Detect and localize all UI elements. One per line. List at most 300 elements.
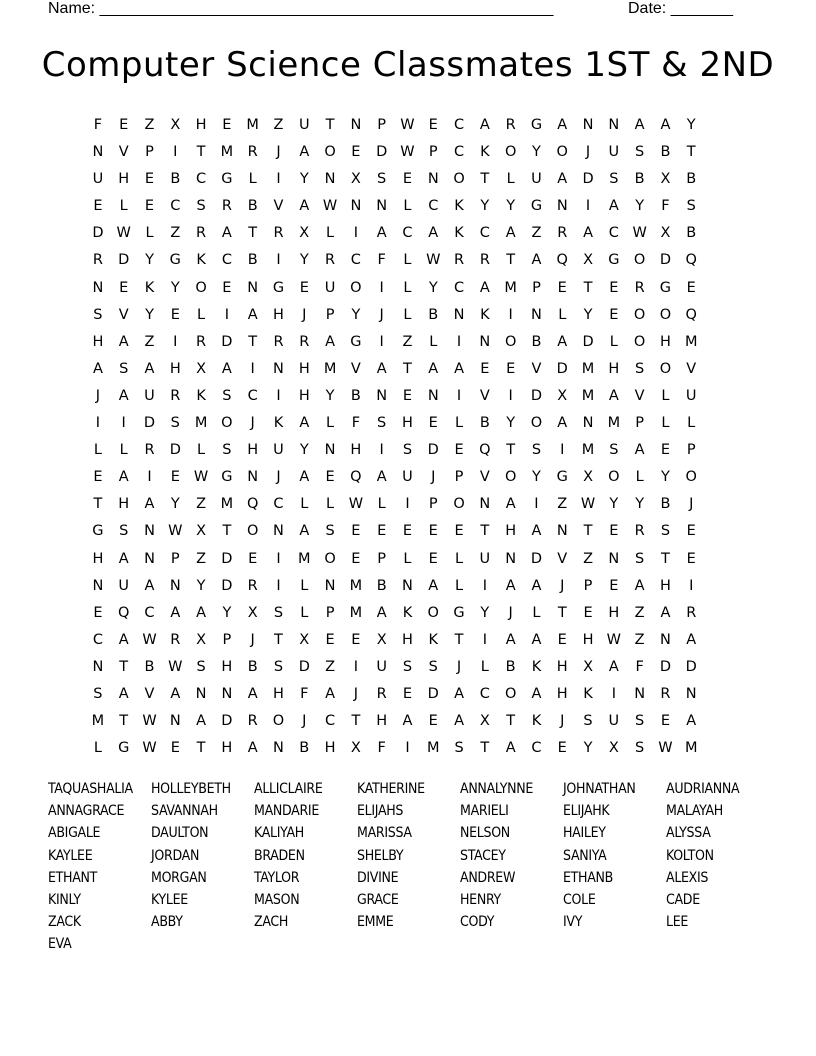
- word-list-item: DAULTON: [151, 825, 209, 842]
- grid-letter: C: [531, 740, 542, 757]
- grid-letter: E: [428, 713, 438, 730]
- grid-letter: P: [428, 496, 438, 513]
- grid-letter: V: [118, 306, 129, 323]
- grid-letter: V: [557, 550, 568, 567]
- grid-letter: O: [633, 333, 646, 350]
- grid-letter: O: [453, 496, 465, 513]
- grid-letter: A: [428, 577, 439, 594]
- grid-letter: S: [119, 523, 129, 540]
- grid-letter: I: [95, 415, 101, 432]
- grid-letter: E: [170, 740, 180, 757]
- grid-letter: Q: [685, 252, 697, 269]
- grid-row: [85, 658, 704, 685]
- grid-letter: L: [248, 171, 257, 188]
- grid-letter: P: [532, 279, 541, 296]
- grid-letter: E: [351, 523, 361, 540]
- grid-letter: E: [144, 198, 155, 215]
- grid-letter: O: [685, 469, 697, 486]
- grid-letter: E: [119, 117, 129, 133]
- grid-letter: N: [556, 198, 568, 215]
- grid-letter: L: [403, 252, 412, 269]
- grid-letter: A: [247, 740, 258, 757]
- word-list-item: EMME: [357, 914, 394, 931]
- grid-letter: T: [506, 442, 516, 459]
- grid-letter: L: [326, 496, 335, 513]
- grid-letter: E: [351, 550, 361, 567]
- grid-letter: N: [427, 171, 439, 188]
- word-list-item: KALIYAH: [254, 825, 304, 842]
- grid-letter: C: [170, 198, 181, 215]
- grid-letter: E: [428, 523, 438, 540]
- grid-letter: I: [250, 360, 255, 377]
- grid-letter: Z: [196, 496, 207, 513]
- grid-letter: M: [91, 713, 105, 730]
- grid-letter: D: [143, 415, 156, 432]
- grid-letter: A: [118, 685, 129, 702]
- word-search-grid: [85, 116, 704, 766]
- grid-letter: Y: [325, 387, 335, 404]
- grid-row: [85, 251, 704, 278]
- grid-letter: A: [118, 550, 129, 567]
- grid-letter: Z: [273, 117, 284, 133]
- grid-letter: L: [455, 550, 464, 567]
- grid-letter: I: [560, 442, 565, 459]
- grid-letter: K: [428, 631, 439, 648]
- grid-letter: P: [583, 577, 593, 594]
- word-list-item: SHELBY: [357, 847, 404, 864]
- grid-letter: H: [608, 604, 620, 621]
- grid-letter: O: [324, 550, 336, 567]
- grid-letter: V: [144, 685, 155, 702]
- grid-letter: E: [609, 577, 619, 594]
- grid-letter: S: [170, 415, 180, 432]
- grid-letter: Q: [246, 496, 259, 513]
- page-title: Computer Science Classmates 1ST & 2ND: [41, 45, 775, 85]
- grid-letter: V: [634, 387, 645, 404]
- grid-letter: S: [222, 442, 232, 459]
- grid-row: [85, 360, 704, 387]
- grid-row: [85, 333, 704, 360]
- grid-letter: C: [453, 279, 465, 296]
- grid-letter: G: [659, 279, 672, 296]
- grid-letter: T: [480, 740, 490, 757]
- date-field: Date: _______: [628, 0, 733, 17]
- grid-letter: H: [505, 523, 517, 540]
- grid-letter: D: [92, 225, 104, 242]
- grid-letter: T: [480, 171, 490, 188]
- grid-letter: N: [427, 387, 439, 404]
- word-list-item: KINLY: [48, 891, 81, 908]
- grid-letter: K: [583, 685, 593, 702]
- grid-row: [85, 197, 704, 224]
- grid-letter: Y: [583, 306, 593, 323]
- grid-letter: A: [144, 360, 155, 377]
- grid-letter: Y: [532, 469, 541, 486]
- grid-letter: X: [608, 740, 619, 757]
- grid-letter: X: [583, 469, 593, 486]
- word-list-item: GRACE: [357, 891, 399, 908]
- grid-letter: E: [351, 144, 361, 161]
- word-list-item: MANDARIE: [254, 803, 319, 820]
- grid-letter: L: [609, 333, 618, 350]
- grid-letter: N: [479, 333, 491, 350]
- grid-letter: Q: [556, 252, 568, 269]
- grid-letter: W: [142, 631, 157, 648]
- grid-letter: N: [608, 117, 620, 133]
- grid-letter: D: [427, 685, 439, 702]
- grid-letter: Z: [144, 117, 155, 133]
- grid-letter: A: [118, 333, 129, 350]
- grid-letter: K: [402, 604, 413, 621]
- grid-letter: C: [453, 117, 465, 133]
- grid-letter: Y: [299, 442, 309, 459]
- grid-letter: D: [530, 387, 543, 404]
- grid-letter: D: [659, 252, 672, 269]
- word-list-item: TAYLOR: [254, 869, 300, 886]
- grid-letter: C: [325, 713, 336, 730]
- grid-letter: I: [276, 252, 281, 269]
- grid-letter: A: [247, 306, 258, 323]
- grid-letter: O: [633, 306, 646, 323]
- grid-letter: R: [196, 333, 207, 350]
- grid-letter: N: [144, 550, 155, 567]
- grid-letter: K: [273, 415, 284, 432]
- grid-letter: H: [195, 117, 207, 133]
- word-list-item: ANDREW: [460, 869, 516, 886]
- grid-letter: Z: [634, 631, 645, 648]
- grid-letter: I: [276, 550, 281, 567]
- grid-row: [85, 739, 704, 766]
- grid-letter: B: [170, 171, 181, 188]
- grid-letter: P: [428, 144, 438, 161]
- header: [48, 0, 748, 20]
- grid-letter: E: [428, 117, 438, 133]
- grid-letter: K: [454, 225, 464, 242]
- grid-letter: Y: [480, 604, 490, 621]
- grid-letter: H: [402, 631, 413, 648]
- grid-letter: L: [300, 604, 309, 621]
- name-field: Name: ___________________________________________________: [48, 0, 554, 17]
- grid-letter: D: [221, 333, 233, 350]
- grid-letter: A: [531, 523, 542, 540]
- grid-letter: Z: [531, 225, 542, 242]
- grid-letter: L: [455, 415, 464, 432]
- grid-letter: J: [276, 144, 281, 161]
- grid-letter: U: [608, 144, 620, 161]
- word-list-item: ELIJAHK: [563, 803, 610, 820]
- grid-letter: H: [608, 360, 620, 377]
- grid-row: [85, 224, 704, 251]
- grid-letter: J: [560, 577, 565, 594]
- word-list-item: MORGAN: [151, 869, 207, 886]
- grid-letter: S: [428, 658, 438, 675]
- grid-letter: A: [660, 117, 671, 133]
- grid-letter: P: [170, 550, 180, 567]
- grid-letter: R: [170, 631, 181, 648]
- grid-letter: J: [689, 496, 694, 513]
- grid-letter: A: [144, 496, 155, 513]
- grid-letter: N: [195, 685, 207, 702]
- grid-letter: R: [376, 685, 387, 702]
- grid-letter: A: [376, 469, 387, 486]
- grid-letter: D: [221, 577, 233, 594]
- word-list-item: TAQUASHALIA: [48, 781, 133, 797]
- grid-letter: A: [608, 387, 619, 404]
- grid-letter: Z: [634, 604, 645, 621]
- grid-row: [85, 170, 704, 197]
- grid-letter: N: [273, 360, 284, 377]
- grid-letter: E: [402, 171, 413, 188]
- grid-letter: E: [351, 631, 361, 648]
- grid-letter: I: [534, 496, 539, 513]
- grid-letter: E: [428, 415, 438, 432]
- grid-letter: J: [302, 713, 307, 730]
- grid-letter: O: [453, 171, 465, 188]
- grid-letter: E: [299, 279, 309, 296]
- word-list-item: ZACH: [254, 914, 289, 931]
- grid-letter: R: [273, 333, 284, 350]
- grid-letter: N: [92, 658, 104, 675]
- grid-letter: S: [273, 658, 284, 675]
- grid-letter: A: [557, 333, 568, 350]
- grid-letter: A: [505, 496, 516, 513]
- grid-letter: M: [581, 387, 595, 404]
- grid-letter: A: [428, 225, 439, 242]
- grid-letter: H: [273, 306, 284, 323]
- grid-letter: N: [660, 631, 671, 648]
- grid-letter: A: [531, 252, 542, 269]
- grid-letter: Y: [351, 306, 361, 323]
- grid-letter: T: [506, 252, 516, 269]
- grid-letter: L: [403, 198, 412, 215]
- grid-letter: O: [350, 279, 362, 296]
- grid-letter: T: [583, 523, 593, 540]
- grid-letter: B: [686, 225, 697, 242]
- grid-letter: G: [92, 523, 104, 540]
- grid-letter: I: [173, 144, 178, 161]
- grid-letter: L: [300, 496, 309, 513]
- grid-letter: R: [557, 225, 568, 242]
- word-list-item: AUDRIANNA: [666, 781, 740, 797]
- grid-letter: O: [504, 685, 517, 702]
- grid-letter: X: [479, 713, 490, 730]
- grid-letter: X: [583, 658, 593, 675]
- grid-letter: Y: [686, 117, 696, 133]
- grid-letter: S: [454, 740, 464, 757]
- grid-letter: L: [403, 550, 412, 567]
- grid-letter: I: [456, 333, 462, 350]
- grid-letter: P: [377, 550, 387, 567]
- grid-letter: N: [247, 469, 259, 486]
- grid-letter: E: [402, 387, 413, 404]
- grid-letter: W: [168, 523, 183, 540]
- grid-letter: I: [224, 306, 230, 323]
- grid-letter: R: [247, 577, 258, 594]
- grid-letter: B: [247, 198, 258, 215]
- grid-letter: H: [118, 171, 130, 188]
- grid-letter: A: [660, 604, 671, 621]
- grid-letter: R: [273, 225, 284, 242]
- grid-letter: M: [194, 415, 208, 432]
- grid-letter: I: [276, 577, 281, 594]
- grid-row: [85, 631, 704, 658]
- grid-letter: N: [505, 550, 517, 567]
- grid-letter: A: [505, 740, 516, 757]
- grid-letter: N: [634, 685, 646, 702]
- grid-letter: G: [118, 740, 130, 757]
- grid-letter: L: [661, 387, 670, 404]
- grid-letter: I: [482, 631, 487, 648]
- grid-letter: O: [659, 306, 672, 323]
- grid-letter: E: [325, 469, 335, 486]
- word-list-item: KATHERINE: [357, 781, 425, 797]
- grid-letter: P: [635, 415, 644, 432]
- grid-letter: R: [634, 279, 645, 296]
- grid-letter: W: [606, 631, 621, 648]
- grid-letter: D: [376, 144, 388, 161]
- grid-letter: B: [299, 740, 310, 757]
- grid-letter: C: [453, 144, 465, 161]
- grid-letter: S: [93, 685, 103, 702]
- word-list-item: SANIYA: [563, 847, 607, 864]
- grid-letter: R: [686, 604, 697, 621]
- grid-letter: H: [659, 577, 671, 594]
- grid-letter: M: [427, 740, 440, 757]
- grid-letter: A: [376, 360, 387, 377]
- grid-letter: J: [302, 306, 307, 323]
- grid-letter: A: [376, 604, 387, 621]
- grid-letter: L: [403, 279, 412, 296]
- grid-letter: A: [634, 577, 645, 594]
- grid-letter: E: [248, 550, 258, 567]
- grid-letter: B: [634, 171, 645, 188]
- word-list-item: KAYLEE: [48, 847, 93, 864]
- grid-letter: G: [453, 604, 465, 621]
- grid-letter: X: [196, 523, 207, 540]
- grid-letter: K: [531, 713, 542, 730]
- grid-letter: U: [298, 117, 310, 133]
- word-list-item: CODY: [460, 914, 495, 931]
- grid-letter: Y: [222, 604, 232, 621]
- grid-letter: J: [508, 604, 513, 621]
- grid-letter: U: [479, 550, 491, 567]
- grid-letter: P: [325, 306, 335, 323]
- grid-letter: B: [376, 577, 387, 594]
- grid-letter: Z: [583, 550, 593, 567]
- grid-letter: M: [504, 279, 517, 296]
- grid-letter: E: [377, 523, 387, 540]
- word-list-item: ETHANT: [48, 869, 98, 886]
- grid-letter: N: [531, 306, 542, 323]
- grid-letter: M: [349, 577, 363, 594]
- grid-letter: A: [479, 279, 490, 296]
- grid-letter: E: [609, 523, 619, 540]
- grid-letter: N: [169, 713, 181, 730]
- word-list-item: ANNAGRACE: [48, 803, 125, 820]
- grid-letter: D: [685, 658, 697, 675]
- grid-letter: C: [273, 496, 284, 513]
- grid-letter: L: [532, 604, 541, 621]
- grid-letter: A: [428, 360, 439, 377]
- grid-letter: N: [324, 171, 336, 188]
- word-list-item: ANNALYNNE: [460, 781, 534, 797]
- word-list-item: HOLLEYBETH: [151, 781, 231, 797]
- grid-letter: S: [377, 415, 387, 432]
- word-list-item: ZACK: [48, 914, 81, 931]
- grid-letter: Y: [661, 469, 670, 486]
- grid-letter: A: [686, 713, 697, 730]
- grid-letter: M: [298, 550, 311, 567]
- grid-letter: I: [121, 415, 126, 432]
- grid-letter: S: [377, 171, 387, 188]
- grid-letter: L: [661, 415, 670, 432]
- grid-letter: N: [92, 144, 104, 161]
- grid-letter: Z: [144, 333, 155, 350]
- grid-letter: A: [196, 604, 207, 621]
- grid-letter: U: [273, 442, 284, 459]
- grid-row: [85, 279, 704, 306]
- grid-letter: X: [660, 171, 671, 188]
- grid-letter: Y: [145, 306, 154, 323]
- grid-letter: C: [144, 604, 155, 621]
- grid-letter: G: [350, 333, 362, 350]
- grid-letter: A: [686, 631, 697, 648]
- grid-letter: Y: [170, 496, 180, 513]
- grid-row: [85, 414, 704, 441]
- grid-letter: C: [196, 171, 207, 188]
- grid-letter: P: [454, 469, 464, 486]
- grid-letter: V: [686, 360, 697, 377]
- grid-letter: H: [92, 550, 104, 567]
- grid-row: [85, 468, 704, 495]
- grid-letter: H: [92, 333, 104, 350]
- grid-letter: A: [531, 577, 542, 594]
- grid-letter: I: [147, 469, 152, 486]
- grid-letter: X: [376, 631, 387, 648]
- grid-letter: Y: [609, 496, 619, 513]
- grid-letter: X: [196, 360, 207, 377]
- grid-letter: R: [660, 685, 671, 702]
- grid-letter: L: [119, 442, 128, 459]
- grid-letter: D: [556, 360, 568, 377]
- grid-letter: A: [170, 604, 181, 621]
- grid-letter: B: [686, 171, 697, 188]
- grid-letter: A: [299, 415, 310, 432]
- grid-letter: N: [582, 415, 594, 432]
- grid-letter: E: [660, 713, 671, 730]
- grid-letter: E: [557, 279, 567, 296]
- grid-letter: A: [608, 198, 619, 215]
- grid-letter: S: [402, 442, 413, 459]
- grid-letter: K: [480, 306, 490, 323]
- grid-letter: Q: [350, 469, 362, 486]
- grid-letter: S: [273, 604, 284, 621]
- grid-letter: I: [611, 685, 616, 702]
- grid-letter: E: [557, 631, 567, 648]
- grid-letter: G: [221, 469, 233, 486]
- grid-letter: A: [634, 442, 645, 459]
- grid-letter: R: [247, 713, 258, 730]
- grid-letter: W: [580, 496, 596, 513]
- grid-letter: L: [145, 225, 154, 242]
- word-list-item: KOLTON: [666, 847, 714, 864]
- word-list-item: MARISSA: [357, 825, 412, 842]
- grid-letter: O: [427, 604, 439, 621]
- word-list-item: ALYSSA: [666, 825, 711, 842]
- grid-letter: G: [272, 279, 285, 296]
- grid-row: [85, 550, 704, 577]
- grid-letter: T: [274, 631, 283, 648]
